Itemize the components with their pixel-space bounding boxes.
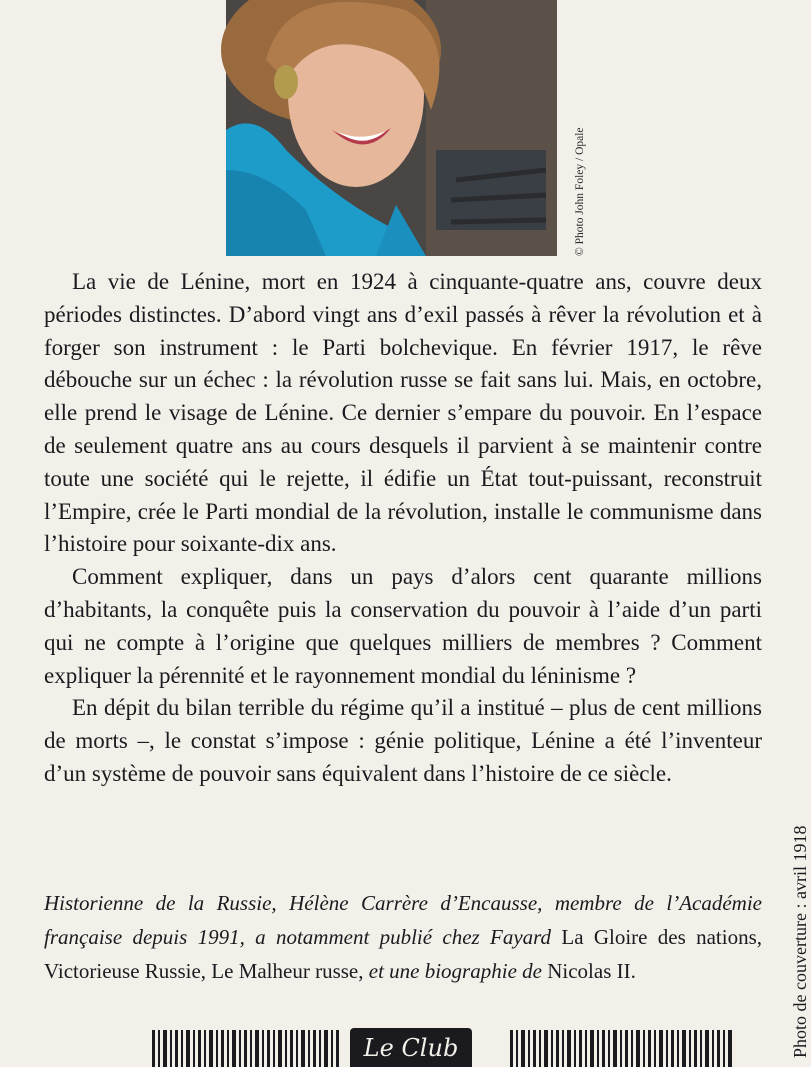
author-bio-subject: Nicolas II. [547,959,636,983]
summary-paragraph: En dépit du bilan terrible du régime qu’il a institué – plus de cent millions de morts –, le constat s’impose : génie politique, Lénine a été l’inventeur d’un système de pouvoir sans équivalent dans l’histoire de ce siècle. [44,695,762,786]
summary-paragraph: La vie de Lénine, mort en 1924 à cinquante-quatre ans, couvre deux périodes distinctes. D’abord vingt ans d’exil passés à rêver la révolution et à forger son instrument : le Parti bolchevique. En février 1917, le rêve débouche sur un échec : la révolution russe se fait sans lui. Mais, en octobre, elle prend le visage de Lénine. Ce dernier s’empare du pouvoir. En l’espace de seulement quatre ans au cours desquels il parvient à se maintenir contre toute une société qui le rejette, il édifie un État tout-puissant, reconstruit l’Empire, crée le Parti mondial de la révolution, installe le communisme dans l’histoire pour soixante-dix ans. [44,269,762,557]
cover-photo-note-text: Photo de couverture : avril 1918 [790,825,810,1058]
barcode-right [510,1030,735,1067]
author-bio-intro: Historienne de la Russie, Hélène Carrère d’Encausse, membre de l’Académie française depuis 1991, a notamment publié chez Fayard [44,891,762,949]
author-photo [226,0,557,256]
publisher-logo-text: Le Club [363,1034,459,1062]
author-portrait-image [226,0,557,256]
author-bio-outro: et une biographie de [363,959,548,983]
photo-credit-text: © Photo John Foley / Opale [574,127,586,256]
barcode-left [152,1030,342,1067]
author-bio-titles: La Gloire des nations, Victorieuse Russie, Le Malheur russe, [44,925,763,983]
summary-paragraph: Comment expliquer, dans un pays d’alors cent quarante millions d’habitants, la conquête puis la conservation du pouvoir à l’aide d’un parti qui ne compte à l’origine que quelques milliers de membres ? Comment expliquer la pérennité et le rayonnement mondial du léninisme ? [44,564,762,688]
author-bio [44,886,762,988]
book-summary [44,266,762,791]
publisher-logo [350,1028,472,1067]
